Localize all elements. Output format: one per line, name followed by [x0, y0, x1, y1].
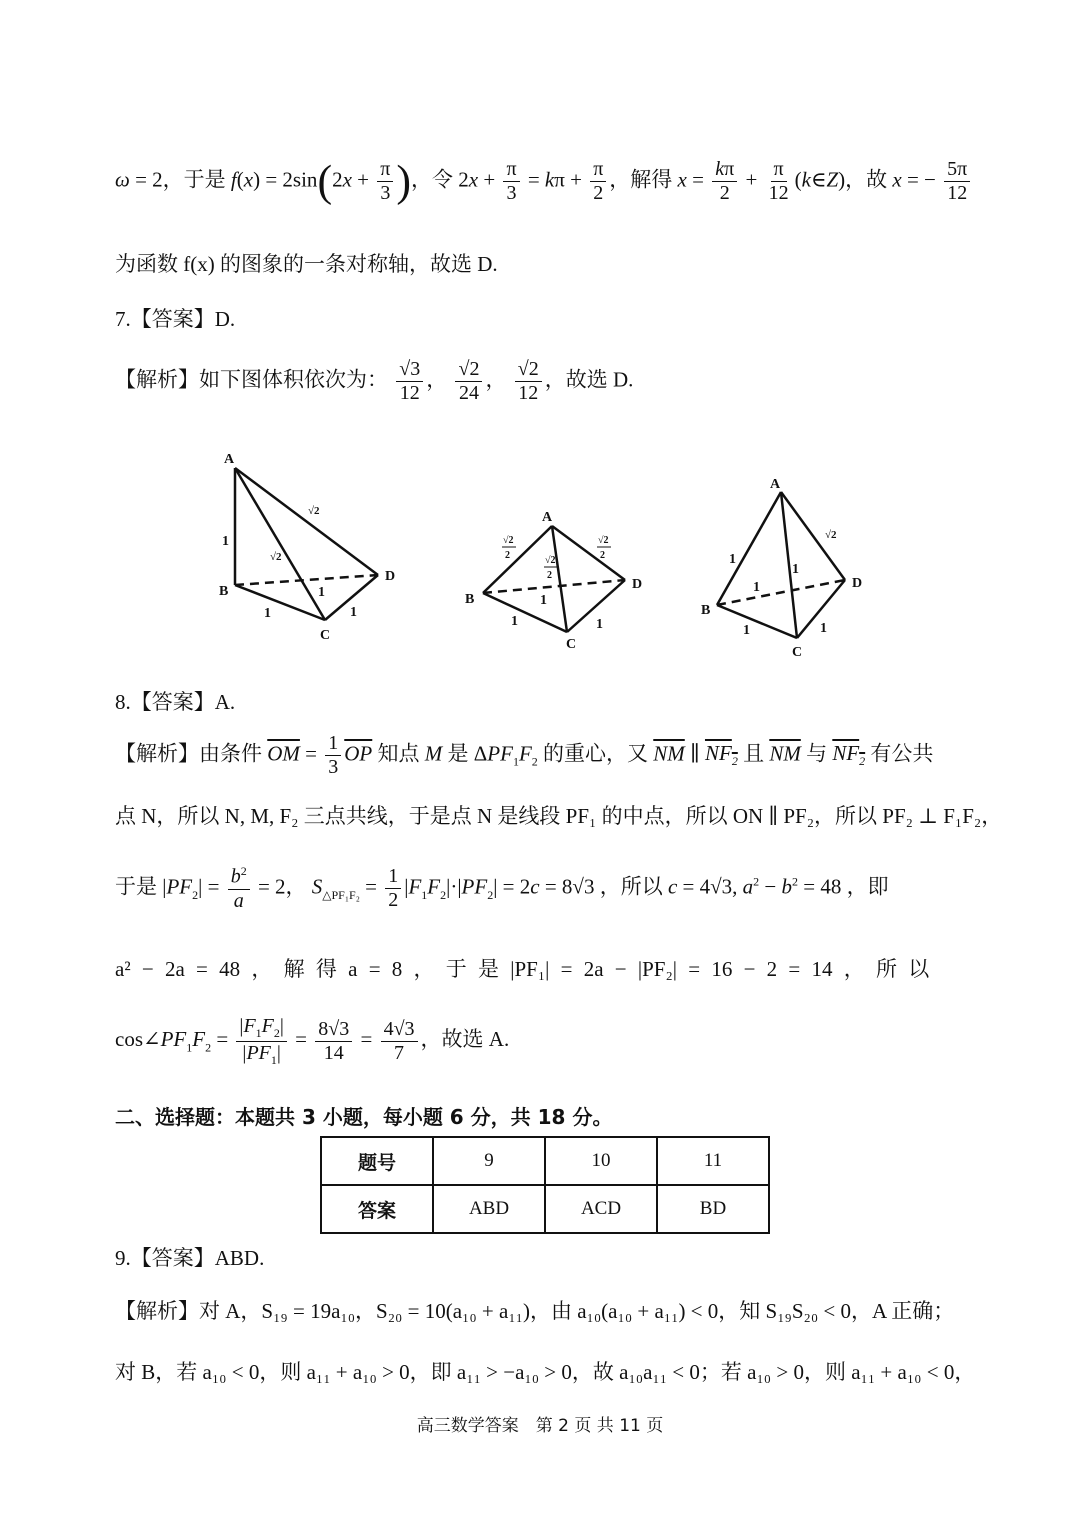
- fig2-label-A: A: [542, 510, 553, 525]
- table-cell: ACD: [545, 1185, 657, 1233]
- fig1-label-C: C: [320, 628, 331, 643]
- table-row: [321, 1137, 769, 1185]
- figure-3: [717, 492, 845, 638]
- fig1-label-D: D: [385, 569, 396, 584]
- fig1-label-B: B: [219, 584, 229, 599]
- q6-conclusion: 为函数 f(x) 的图象的一条对称轴，故选 D.: [115, 252, 498, 276]
- fig3-label-C: C: [792, 645, 803, 660]
- q8-analysis-line-5: $\cos\angle PF_1F_2$ = $\frac{|F_1F_2|}{|PF_1|}$ = $\frac{8√3}{14}$ = $\frac{4√3}{7}$ ，故选 A.: [115, 1015, 510, 1067]
- svg-text:√2: √2: [503, 535, 514, 546]
- q7-analysis-suffix: ，故选 D.: [544, 367, 634, 392]
- q9-answer: 9.【答案】ABD.: [115, 1246, 265, 1270]
- fig1-label-A: A: [224, 452, 235, 467]
- svg-text:2: 2: [505, 550, 510, 561]
- tetrahedron-figures: [0, 440, 1080, 670]
- fig2-edge-BC: 1: [511, 614, 518, 629]
- svg-text:√2: √2: [598, 535, 609, 546]
- table-cell: BD: [657, 1185, 769, 1233]
- svg-text:2: 2: [600, 550, 605, 561]
- fig3-edge-AD: √2: [825, 529, 837, 541]
- fig3-edge-CD: 1: [820, 621, 827, 636]
- answer-table: [320, 1136, 770, 1234]
- fig2-edge-BD: 1: [540, 593, 547, 608]
- page-footer: 高三数学答案 第 2 页 共 11 页: [416, 1416, 664, 1436]
- q9-analysis-line-2: 对 B，若 a₁₀ < 0，则 a₁₁ + a₁₀ > 0，即 a₁₁ > −a₁₀ > 0，故 a₁₀a₁₁ < 0；若 a₁₀ > 0，则 a₁₁ + a₁₀ < 0，: [115, 1360, 976, 1384]
- svg-text:√2: √2: [545, 555, 556, 566]
- table-header-answer: 答案: [321, 1185, 433, 1233]
- fig2-label-C: C: [566, 637, 577, 652]
- fig3-label-D: D: [852, 576, 863, 591]
- q6-formula-line: ω = 2，于是 f(x) = 2sin(2x + $\frac{\pi}{3}$ )，令 2x + $\frac{\pi}{3}$ = kπ + $\frac{\pi}{2}$ ，解得 x = $\frac{k\pi}{2}$ + $\frac{\pi}{12}$ (k∈Z)，故 x = − $\frac{5\pi}{12}$: [115, 158, 970, 205]
- fig2-label-B: B: [465, 592, 475, 607]
- fig3-edge-AB: 1: [729, 552, 736, 567]
- q7-answer: 7.【答案】D.: [115, 307, 236, 331]
- fig3-edge-BC: 1: [743, 623, 750, 638]
- fig2-edge-CD: 1: [596, 617, 603, 632]
- q9-analysis-line-1: 【解析】对 A，S₁₉ = 19a₁₀，S₂₀ = 10(a₁₀ + a₁₁)，由 a₁₀(a₁₀ + a₁₁) < 0，知 S₁₉S₂₀ < 0，A 正确；: [115, 1299, 955, 1323]
- q7-analysis-prefix: 【解析】如下图体积依次为：: [115, 367, 388, 392]
- volume-2: $\frac{√2}{24}$: [455, 358, 482, 405]
- fig1-edge-AC: √2: [270, 551, 282, 563]
- q8-analysis-line-4: a² − 2a = 48 ， 解 得 a = 8 ， 于 是 |PF₁| = 2a − |PF₂| = 16 − 2 = 14 ， 所 以: [115, 957, 930, 981]
- section-2-title: 二、选择题：本题共 3 小题，每小题 6 分，共 18 分。: [115, 1105, 613, 1129]
- volume-3: $\frac{√2}{12}$: [515, 358, 542, 405]
- svg-text:2: 2: [547, 570, 552, 581]
- table-cell: 11: [657, 1137, 769, 1185]
- table-header-number: 题号: [321, 1137, 433, 1185]
- fig3-edge-AC: 1: [792, 562, 799, 577]
- fig3-edge-BD: 1: [753, 580, 760, 595]
- fig1-edge-AB: 1: [222, 534, 229, 549]
- fig1-edge-BD: 1: [318, 585, 325, 600]
- fig1-edge-CD: 1: [350, 605, 357, 620]
- table-cell: 10: [545, 1137, 657, 1185]
- table-row: [321, 1185, 769, 1233]
- table-cell: 9: [433, 1137, 545, 1185]
- q8-analysis-line-3: 于是 $|PF_2|$ = $\frac{b^2}{a}$ = 2， $S_{\triangle PF_1F_2}$ = $\frac{1}{2}$ $|F_1F_2|\cdot|PF_2| = 2c = 8√3$ ，所以 c = 4√3, $a^2 - b^2 = 48$ ，即: [115, 864, 889, 912]
- fig3-label-A: A: [770, 477, 781, 492]
- fig3-label-B: B: [701, 603, 711, 618]
- q8-answer: 8.【答案】A.: [115, 690, 236, 714]
- table-cell: ABD: [433, 1185, 545, 1233]
- volume-1: $\frac{√3}{12}$: [396, 358, 423, 405]
- fig1-edge-BC: 1: [264, 606, 271, 621]
- q8-analysis-line-2: 点 N，所以 N, M, F₂ 三点共线，于是点 N 是线段 PF₁ 的中点，所以 ON ∥ PF₂，所以 PF₂ ⊥ F₁F₂，: [115, 804, 1003, 828]
- q8-analysis-line-1: 【解析】由条件 $\overline{OM}$ = $\frac{1}{3}$ $\overline{OP}$ 知点 M 是 $\Delta PF_1F_2$ 的重心，又 $\overline{NM}$ ∥ $NF_2$ 且 $\overline{NM}$ 与 $NF_2$ 有公共: [115, 732, 934, 778]
- figure-1: [235, 468, 378, 620]
- fig2-label-D: D: [632, 577, 643, 592]
- q7-analysis: 【解析】如下图体积依次为： $\frac{√3}{12}$ ， $\frac{√2}{24}$ ， $\frac{√2}{12}$ ，故选 D.: [115, 358, 634, 404]
- fig1-edge-AD: √2: [308, 505, 320, 517]
